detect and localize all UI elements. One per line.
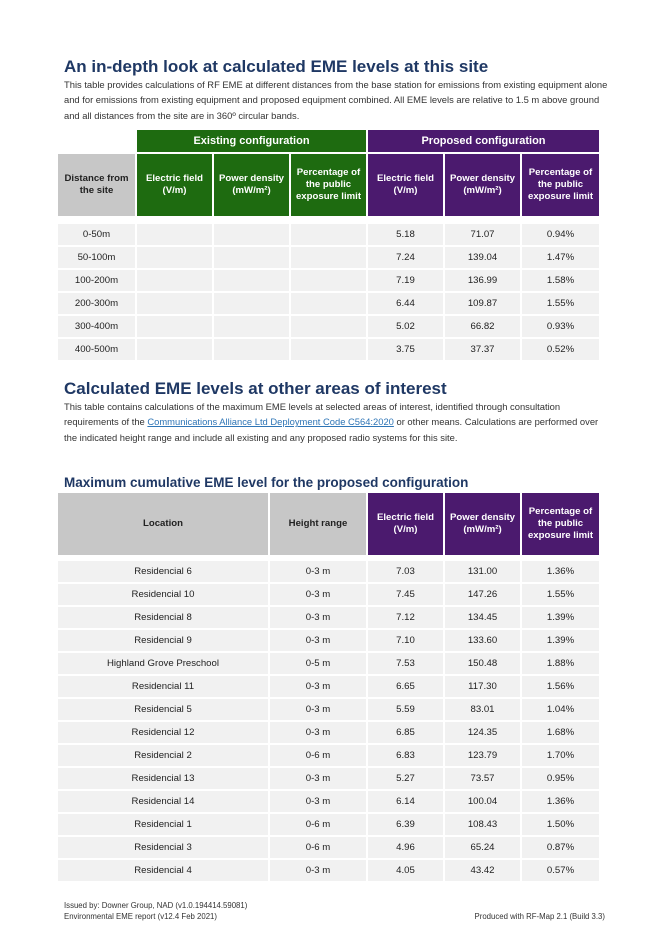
areas-of-interest-table (56, 491, 601, 883)
location-cell: Residencial 5 (58, 699, 268, 720)
existing-power-density-cell (214, 270, 289, 291)
height-range-cell: 0-3 m (270, 791, 366, 812)
height-range-cell: 0-3 m (270, 607, 366, 628)
percentage-cell: 1.70% (522, 745, 599, 766)
proposed-percentage-header: Percentage of the public exposure limit (522, 154, 599, 216)
height-range-cell: 0-3 m (270, 722, 366, 743)
existing-percentage-cell (291, 270, 366, 291)
proposed-electric-field-cell: 5.02 (368, 316, 443, 337)
location-cell: Highland Grove Preschool (58, 653, 268, 674)
existing-power-density-cell (214, 224, 289, 245)
proposed-percentage-cell: 1.55% (522, 293, 599, 314)
table-row (58, 607, 599, 628)
power-density-cell: 131.00 (445, 561, 520, 582)
existing-power-density-cell (214, 293, 289, 314)
power-density-cell: 65.24 (445, 837, 520, 858)
percentage-cell: 1.68% (522, 722, 599, 743)
power-density-cell: 133.60 (445, 630, 520, 651)
percentage-cell: 0.87% (522, 837, 599, 858)
height-range-cell: 0-6 m (270, 814, 366, 835)
existing-power-density-header: Power density (mW/m²) (214, 154, 289, 216)
section2-title: Calculated EME levels at other areas of interest (64, 379, 447, 398)
location-cell: Residencial 8 (58, 607, 268, 628)
electric-field-cell: 5.27 (368, 768, 443, 789)
proposed-power-density-header: Power density (mW/m²) (445, 154, 520, 216)
percentage-cell: 1.56% (522, 676, 599, 697)
section1-title: An in-depth look at calculated EME levels at this site (64, 57, 489, 76)
proposed-power-density-cell: 139.04 (445, 247, 520, 268)
proposed-power-density-cell: 71.07 (445, 224, 520, 245)
table-row (58, 270, 599, 291)
height-range-cell: 0-6 m (270, 745, 366, 766)
electric-field-cell: 6.83 (368, 745, 443, 766)
location-cell: Residencial 11 (58, 676, 268, 697)
location-cell: Residencial 9 (58, 630, 268, 651)
location-cell: Residencial 14 (58, 791, 268, 812)
percentage-cell: 1.55% (522, 584, 599, 605)
proposed-power-density-cell: 37.37 (445, 339, 520, 360)
power-density-cell: 147.26 (445, 584, 520, 605)
location-cell: Residencial 10 (58, 584, 268, 605)
percentage-column-header: Percentage of the public exposure limit (522, 493, 599, 555)
height-range-cell: 0-3 m (270, 768, 366, 789)
percentage-cell: 1.50% (522, 814, 599, 835)
electric-field-cell: 6.14 (368, 791, 443, 812)
band-header-row (58, 130, 599, 152)
existing-configuration-header: Existing configuration (137, 130, 366, 152)
existing-percentage-cell (291, 339, 366, 360)
proposed-electric-field-header: Electric field (V/m) (368, 154, 443, 216)
table-row (58, 745, 599, 766)
table-row (58, 676, 599, 697)
electric-field-cell: 4.96 (368, 837, 443, 858)
power-density-cell: 123.79 (445, 745, 520, 766)
electric-field-cell: 7.10 (368, 630, 443, 651)
distance-cell: 200-300m (58, 293, 135, 314)
table-row (58, 339, 599, 360)
existing-electric-field-cell (137, 224, 212, 245)
existing-electric-field-header: Electric field (V/m) (137, 154, 212, 216)
existing-electric-field-cell (137, 293, 212, 314)
description-text: or other means. Calculations are performed over the indicated height range and include all existing and any proposed radio systems for this site. (64, 416, 599, 443)
power-density-cell: 83.01 (445, 699, 520, 720)
distance-eme-table (56, 128, 601, 362)
electric-field-cell: 6.39 (368, 814, 443, 835)
column-header-row (58, 154, 599, 216)
power-density-cell: 134.45 (445, 607, 520, 628)
electric-field-cell: 4.05 (368, 860, 443, 881)
percentage-cell: 0.57% (522, 860, 599, 881)
proposed-percentage-cell: 0.94% (522, 224, 599, 245)
existing-power-density-cell (214, 247, 289, 268)
percentage-cell: 0.95% (522, 768, 599, 789)
power-density-cell: 43.42 (445, 860, 520, 881)
existing-electric-field-cell (137, 316, 212, 337)
location-cell: Residencial 1 (58, 814, 268, 835)
footer-left (64, 900, 247, 922)
table-row (58, 561, 599, 582)
table-row (58, 837, 599, 858)
location-cell: Residencial 13 (58, 768, 268, 789)
proposed-electric-field-cell: 7.19 (368, 270, 443, 291)
existing-percentage-cell (291, 316, 366, 337)
distance-cell: 400-500m (58, 339, 135, 360)
percentage-cell: 1.39% (522, 607, 599, 628)
electric-field-cell: 6.65 (368, 676, 443, 697)
electric-field-cell: 7.03 (368, 561, 443, 582)
electric-field-cell: 7.12 (368, 607, 443, 628)
height-range-cell: 0-3 m (270, 860, 366, 881)
distance-cell: 300-400m (58, 316, 135, 337)
table-row (58, 791, 599, 812)
location-column-header: Location (58, 493, 268, 555)
electric-field-cell: 6.85 (368, 722, 443, 743)
proposed-percentage-cell: 0.52% (522, 339, 599, 360)
footer-report-version: Environmental EME report (v12.4 Feb 2021) (64, 912, 217, 921)
table-row (58, 293, 599, 314)
proposed-power-density-cell: 136.99 (445, 270, 520, 291)
existing-power-density-cell (214, 316, 289, 337)
column-header-row (58, 493, 599, 555)
height-range-cell: 0-3 m (270, 699, 366, 720)
proposed-percentage-cell: 1.47% (522, 247, 599, 268)
existing-percentage-cell (291, 293, 366, 314)
proposed-percentage-cell: 0.93% (522, 316, 599, 337)
proposed-electric-field-cell: 7.24 (368, 247, 443, 268)
percentage-cell: 1.39% (522, 630, 599, 651)
band-spacer (58, 130, 135, 152)
existing-electric-field-cell (137, 247, 212, 268)
proposed-power-density-cell: 109.87 (445, 293, 520, 314)
table-row (58, 316, 599, 337)
percentage-cell: 1.36% (522, 791, 599, 812)
location-cell: Residencial 12 (58, 722, 268, 743)
height-range-cell: 0-3 m (270, 561, 366, 582)
existing-percentage-cell (291, 224, 366, 245)
location-cell: Residencial 6 (58, 561, 268, 582)
table-row (58, 860, 599, 881)
power-density-cell: 73.57 (445, 768, 520, 789)
existing-electric-field-cell (137, 270, 212, 291)
table-row (58, 722, 599, 743)
distance-column-header: Distance from the site (58, 154, 135, 216)
proposed-electric-field-cell: 3.75 (368, 339, 443, 360)
table-row (58, 630, 599, 651)
table-row (58, 768, 599, 789)
proposed-electric-field-cell: 5.18 (368, 224, 443, 245)
table-row (58, 584, 599, 605)
table-row (58, 699, 599, 720)
existing-power-density-cell (214, 339, 289, 360)
table-row (58, 653, 599, 674)
power-density-column-header: Power density (mW/m²) (445, 493, 520, 555)
existing-percentage-header: Percentage of the public exposure limit (291, 154, 366, 216)
distance-cell: 100-200m (58, 270, 135, 291)
percentage-cell: 1.04% (522, 699, 599, 720)
proposed-power-density-cell: 66.82 (445, 316, 520, 337)
location-cell: Residencial 2 (58, 745, 268, 766)
electric-field-cell: 5.59 (368, 699, 443, 720)
location-cell: Residencial 4 (58, 860, 268, 881)
section1-description: This table provides calculations of RF EME at different distances from the base station for emissions from existing equipment alone and for emissions from existing equipment and proposed equipment combined. All EME levels are relative to 1.5 m above ground and all distances from the site are in 360º circular bands. (64, 79, 608, 121)
power-density-cell: 108.43 (445, 814, 520, 835)
table-row (58, 224, 599, 245)
location-cell: Residencial 3 (58, 837, 268, 858)
height-range-cell: 0-3 m (270, 584, 366, 605)
electric-field-cell: 7.45 (368, 584, 443, 605)
existing-electric-field-cell (137, 339, 212, 360)
proposed-percentage-cell: 1.58% (522, 270, 599, 291)
power-density-cell: 124.35 (445, 722, 520, 743)
existing-percentage-cell (291, 247, 366, 268)
table-row (58, 814, 599, 835)
percentage-cell: 1.88% (522, 653, 599, 674)
power-density-cell: 150.48 (445, 653, 520, 674)
footer-issued-by: Issued by: Downer Group, NAD (v1.0.194414.59081) (64, 901, 248, 910)
percentage-cell: 1.36% (522, 561, 599, 582)
description-text: This table contains calculations of the maximum EME levels at selected areas of interest, identified through consultation requirements of the (64, 401, 561, 428)
power-density-cell: 100.04 (445, 791, 520, 812)
proposed-electric-field-cell: 6.44 (368, 293, 443, 314)
footer-produced-with: Produced with RF-Map 2.1 (Build 3.3) (474, 912, 605, 921)
height-range-cell: 0-6 m (270, 837, 366, 858)
electric-field-cell: 7.53 (368, 653, 443, 674)
proposed-configuration-header: Proposed configuration (368, 130, 599, 152)
section2-subtitle: Maximum cumulative EME level for the proposed configuration (64, 475, 469, 490)
height-range-cell: 0-3 m (270, 676, 366, 697)
height-range-cell: 0-3 m (270, 630, 366, 651)
distance-cell: 50-100m (58, 247, 135, 268)
distance-cell: 0-50m (58, 224, 135, 245)
power-density-cell: 117.30 (445, 676, 520, 697)
electric-field-column-header: Electric field (V/m) (368, 493, 443, 555)
section2-description (64, 399, 612, 445)
table-row (58, 247, 599, 268)
deployment-code-link[interactable]: Communications Alliance Ltd Deployment Code C564:2020 (147, 416, 394, 428)
height-range-column-header: Height range (270, 493, 366, 555)
height-range-cell: 0-5 m (270, 653, 366, 674)
